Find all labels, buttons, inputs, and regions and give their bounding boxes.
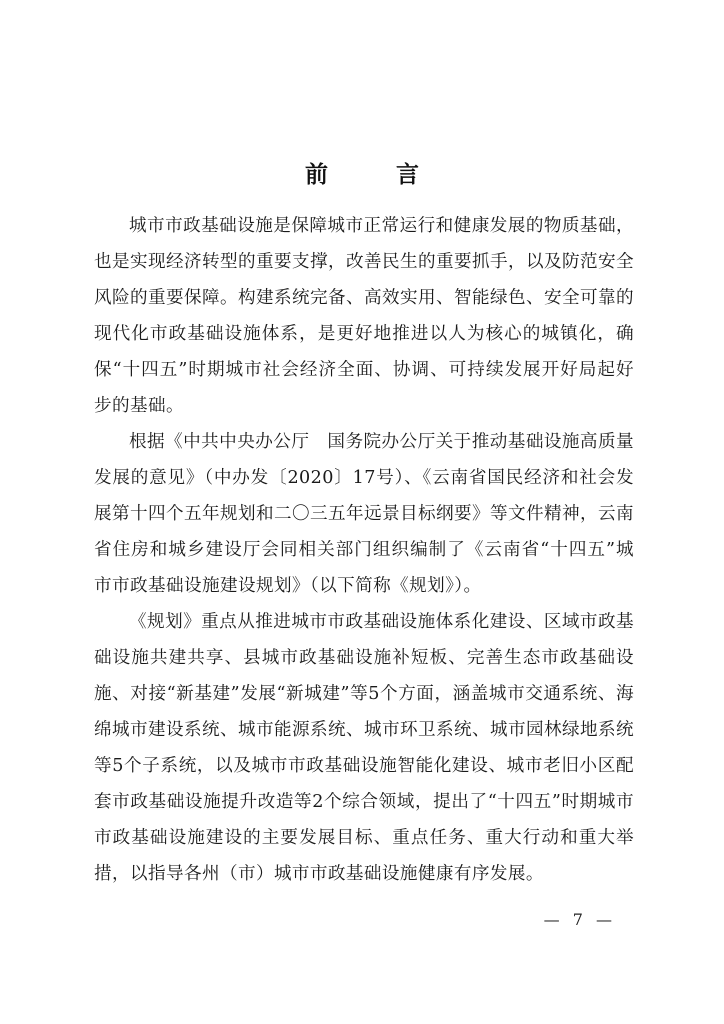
paragraph-2: 根据《中共中央办公厅 国务院办公厅关于推动基础设施高质量发展的意见》（中办发〔2020〕17号）、《云南省国民经济和社会发展第十四个五年规划和二〇三五年远景目标纲要》等文件精神，云南省住房和城乡建设厅会同相关部门组织编制了《云南省“十四五”城市市政基础设施建设规划》（以下简称《规划》）。	[94, 432, 634, 596]
page-title: 前 言	[304, 162, 449, 188]
body-text	[94, 208, 634, 892]
paragraph-3: 《规划》重点从推进城市市政基础设施体系化建设、区域市政基础设施共建共享、县城市政基础设施补短板、完善生态市政基础设施、对接“新基建”发展“新城建”等5个方面，涵盖城市交通系统、海绵城市建设系统、城市能源系统、城市环卫系统、城市园林绿地系统等5个子系统，以及城市市政基础设施智能化建设、城市老旧小区配套市政基础设施提升改造等2个综合领域，提出了“十四五”时期城市市政基础设施建设的主要发展目标、重点任务、重大行动和重大举措，以指导各州（市）城市市政基础设施健康有序发展。	[94, 612, 634, 884]
paragraph-1: 城市市政基础设施是保障城市正常运行和健康发展的物质基础，也是实现经济转型的重要支撑，改善民生的重要抓手，以及防范安全风险的重要保障。构建系统完备、高效实用、智能绿色、安全可靠的现代化市政基础设施体系，是更好地推进以人为核心的城镇化，确保“十四五”时期城市社会经济全面、协调、可持续发展开好局起好步的基础。	[94, 216, 634, 416]
page-number: — 7 —	[543, 910, 616, 929]
